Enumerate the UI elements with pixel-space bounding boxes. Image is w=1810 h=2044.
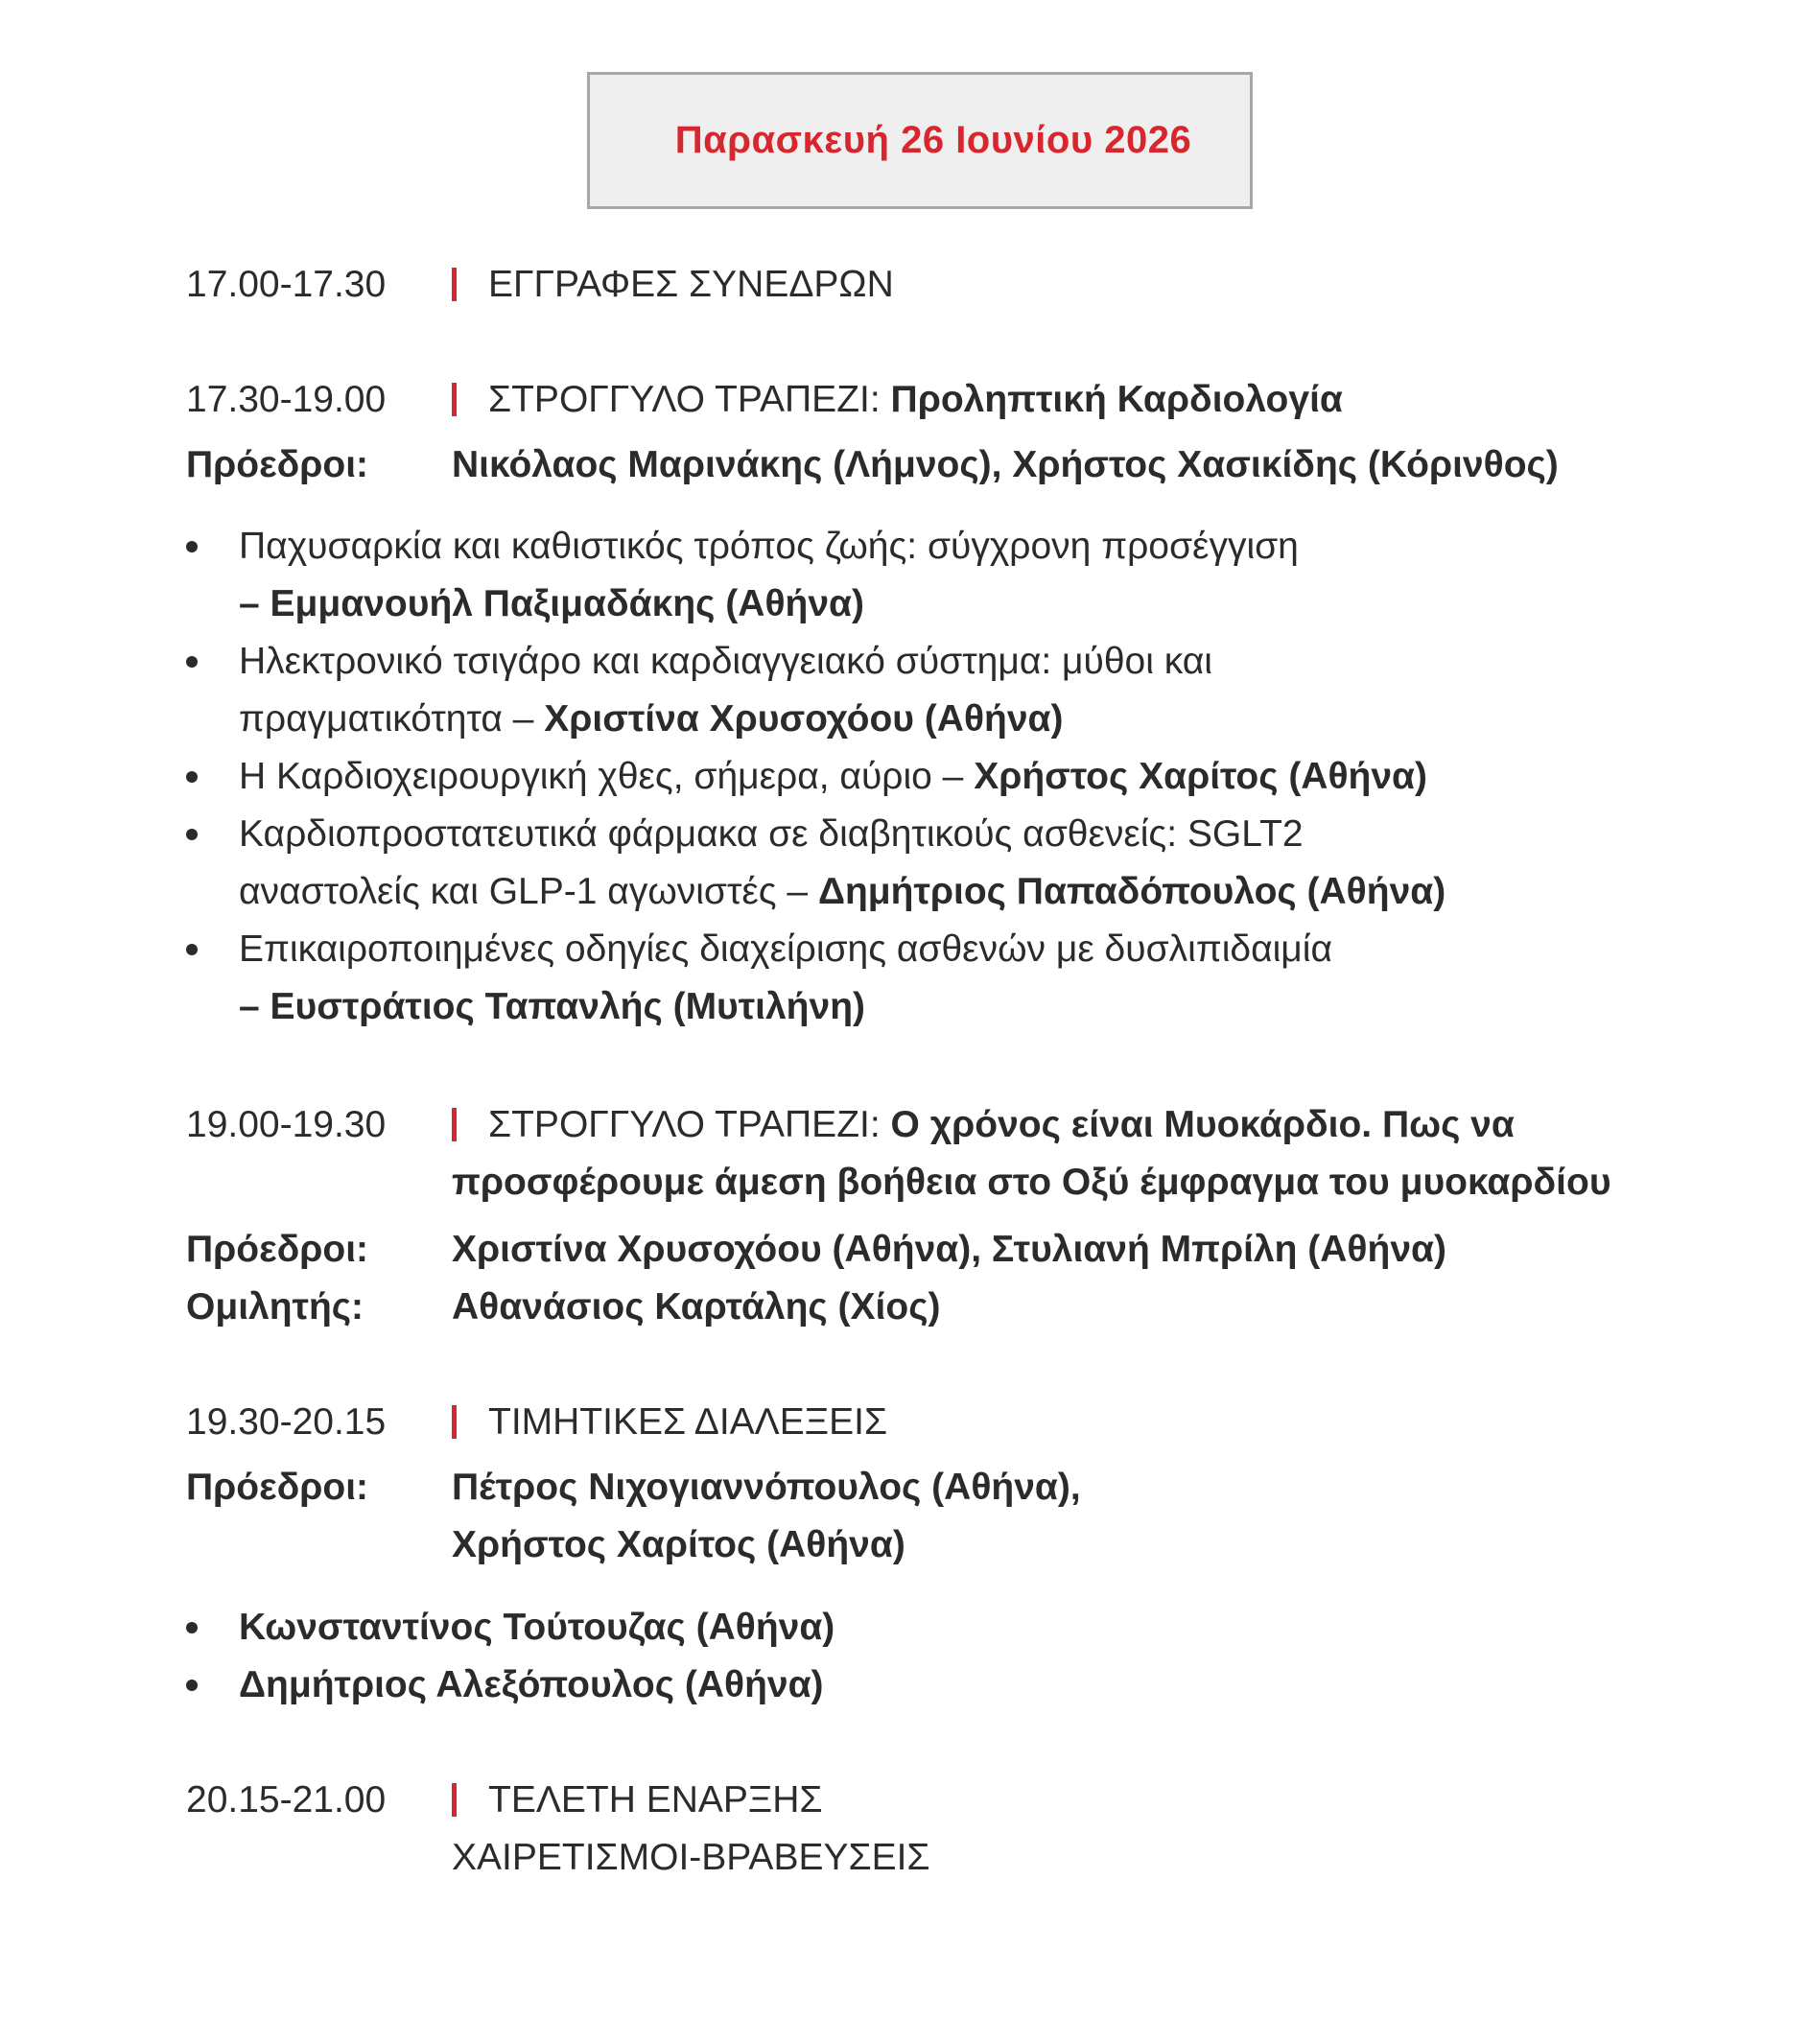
session-title-continued: ΧΑΙΡΕΤΙΣΜΟΙ-ΒΡΑΒΕΥΣΕΙΣ xyxy=(452,1837,930,1878)
lecture-item xyxy=(186,1656,1740,1714)
lecturer-name: Δημήτριος Αλεξόπουλος (Αθήνα) xyxy=(239,1664,824,1705)
chairs-names: Νικόλαος Μαρινάκης (Λήμνος), Χρήστος Χασικίδης (Κόρινθος) xyxy=(452,444,1559,485)
session-preventive-cardiology xyxy=(186,371,1740,429)
session-time: 17.30-19.00 xyxy=(186,379,387,420)
red-divider-bar xyxy=(452,383,457,416)
talk-title: Παχυσαρκία και καθιστικός τρόπος ζωής: σύγχρονη προσέγγιση xyxy=(239,526,1299,567)
chairs-label: Πρόεδροι: xyxy=(186,1229,369,1270)
date-header-box xyxy=(587,72,1253,209)
session-honorary-lectures xyxy=(186,1394,1740,1451)
session-title-prefix: ΣΤΡΟΓΓΥΛΟ ΤΡΑΠΕΖΙ: xyxy=(488,379,891,420)
speaker-row xyxy=(186,1279,1740,1336)
date-heading: Παρασκευή 26 Ιουνίου 2026 xyxy=(674,119,1192,161)
chairs-names: Πέτρος Νιχογιαννόπουλος (Αθήνα), xyxy=(452,1467,1081,1508)
talk-speaker: – Ευστράτιος Ταπανλής (Μυτιλήνη) xyxy=(239,986,866,1027)
talk-title: Καρδιοπροστατευτικά φάρμακα σε διαβητικούς ασθενείς: SGLT2 xyxy=(239,813,1304,855)
talk-speaker: πραγματικότητα – Χριστίνα Χρυσοχόου (Αθήνα) xyxy=(239,698,1064,740)
session-opening-ceremony xyxy=(186,1772,1740,1887)
bullet-icon xyxy=(186,1680,198,1691)
chairs-names: Χριστίνα Χρυσοχόου (Αθήνα), Στυλιανή Μπρίλη (Αθήνα) xyxy=(452,1229,1446,1270)
session-title: ΤΕΛΕΤΗ ΕΝΑΡΞΗΣ xyxy=(488,1779,823,1821)
red-divider-bar xyxy=(452,1783,457,1817)
talk-title: Ηλεκτρονικό τσιγάρο και καρδιαγγειακό σύστημα: μύθοι και xyxy=(239,641,1212,682)
speaker-label: Ομιλητής: xyxy=(186,1286,364,1327)
talk-item xyxy=(186,921,1740,1036)
lecture-item xyxy=(186,1599,1740,1656)
bullet-icon xyxy=(186,771,198,783)
bullet-icon xyxy=(186,656,198,668)
talk-item xyxy=(186,633,1740,748)
chairs-names-continued: Χρήστος Χαρίτος (Αθήνα) xyxy=(452,1524,905,1565)
red-divider-bar xyxy=(452,268,457,301)
session-time: 20.15-21.00 xyxy=(186,1779,387,1821)
lecturer-name: Κωνσταντίνος Τούτουζας (Αθήνα) xyxy=(239,1607,835,1648)
bullet-icon xyxy=(186,541,198,552)
session-myocardium xyxy=(186,1096,1740,1211)
session-title: ΕΓΓΡΑΦΕΣ ΣΥΝΕΔΡΩΝ xyxy=(488,264,894,305)
talk-speaker: αναστολείς και GLP-1 αγωνιστές – Δημήτριος Παπαδόπουλος (Αθήνα) xyxy=(239,871,1446,912)
talk-title: Η Καρδιοχειρουργική χθες, σήμερα, αύριο – Χρήστος Χαρίτος (Αθήνα) xyxy=(239,756,1428,797)
session-time: 17.00-17.30 xyxy=(186,264,387,305)
session-title-topic: Προληπτική Καρδιολογία xyxy=(890,379,1343,420)
chairs-label: Πρόεδροι: xyxy=(186,1467,369,1508)
chairs-row xyxy=(186,1221,1740,1279)
red-divider-bar xyxy=(452,1108,457,1141)
red-divider-bar xyxy=(452,1405,457,1439)
session-title: ΤΙΜΗΤΙΚΕΣ ΔΙΑΛΕΞΕΙΣ xyxy=(488,1401,888,1443)
talk-item xyxy=(186,518,1740,633)
chairs-row xyxy=(186,436,1740,494)
session-time: 19.30-20.15 xyxy=(186,1401,387,1443)
bullet-icon xyxy=(186,829,198,840)
chairs-label: Πρόεδροι: xyxy=(186,444,369,485)
talk-item xyxy=(186,748,1740,806)
session-title: ΣΤΡΟΓΓΥΛΟ ΤΡΑΠΕΖΙ: Ο χρόνος είναι Μυοκάρδιο. Πως να xyxy=(488,1104,1515,1145)
session-title-continued: προσφέρουμε άμεση βοήθεια στο Οξύ έμφραγμα του μυοκαρδίου xyxy=(452,1162,1611,1203)
session-time: 19.00-19.30 xyxy=(186,1104,387,1145)
bullet-icon xyxy=(186,1622,198,1633)
speaker-name: Αθανάσιος Καρτάλης (Χίος) xyxy=(452,1286,941,1327)
talk-speaker: – Εμμανουήλ Παξιμαδάκης (Αθήνα) xyxy=(239,583,864,624)
session-title xyxy=(488,371,1343,429)
talk-title: Επικαιροποιημένες οδηγίες διαχείρισης ασθενών με δυσλιπιδαιμία xyxy=(239,928,1332,970)
session-registration xyxy=(186,256,1740,314)
chairs-row xyxy=(186,1459,1740,1574)
talk-item xyxy=(186,806,1740,921)
bullet-icon xyxy=(186,944,198,955)
